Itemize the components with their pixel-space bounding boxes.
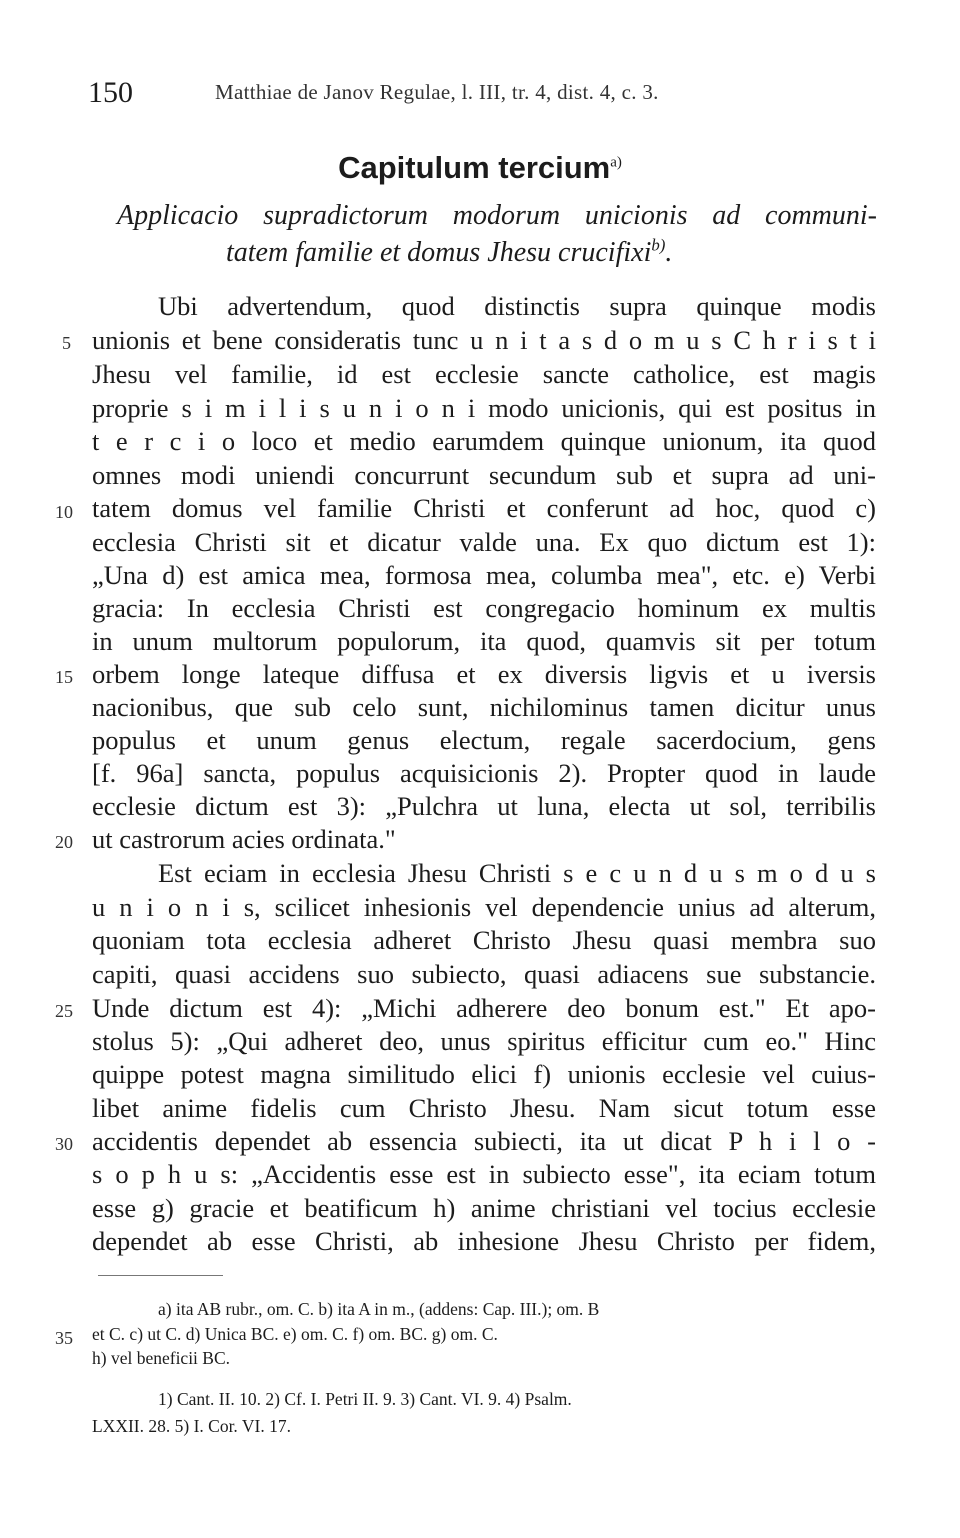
- chapter-subtitle-end: .: [665, 237, 673, 268]
- body-line: s o p h u s: „Accidentis esse est in subiecto esse", ita eciam totum: [92, 1159, 876, 1189]
- running-head: Matthiae de Janov Regulae, l. III, tr. 4, dist. 4, c. 3.: [215, 80, 659, 104]
- critical-note-line: h) vel beneficii BC.: [92, 1348, 231, 1368]
- body-line: Jhesu vel familie, id est ecclesie sancte catholice, est magis: [92, 359, 876, 389]
- chapter-title-note: a): [610, 154, 622, 171]
- chapter-subtitle-note: b): [651, 235, 666, 255]
- body-line: libet anime fidelis cum Christo Jhesu. Nam sicut totum esse: [92, 1093, 876, 1123]
- body-line: [f. 96a] sancta, populus acquisicionis 2). Propter quod in laude: [92, 758, 876, 788]
- body-line: tatem domus vel familie Christi et conferunt ad hoc, quod c): [92, 493, 876, 523]
- line-number: 15: [55, 667, 73, 687]
- body-line: Ubi advertendum, quod distinctis supra quinque modis: [158, 291, 876, 321]
- body-line: ecclesie dictum est 3): „Pulchra ut luna, electa ut sol, terribilis: [92, 791, 876, 821]
- line-number: 20: [55, 832, 73, 852]
- source-note-line: LXXII. 28. 5) I. Cor. VI. 17.: [92, 1416, 291, 1436]
- body-line: stolus 5): „Qui adheret deo, unus spiritus efficitur cum eo." Hinc: [92, 1026, 876, 1056]
- chapter-subtitle-line2: [226, 237, 886, 269]
- body-line: quippe potest magna similitudo elici f) unionis ecclesie vel cuius-: [92, 1059, 876, 1089]
- line-number: 10: [55, 502, 73, 522]
- body-line: u n i o n i s, scilicet inhesionis vel dependencie unius ad alterum,: [92, 892, 876, 922]
- body-line: in unum multorum populorum, ita quod, quamvis sit per totum: [92, 626, 876, 656]
- source-note-line: 1) Cant. II. 10. 2) Cf. I. Petri II. 9. 3) Cant. VI. 9. 4) Psalm.: [158, 1389, 572, 1409]
- body-line: ecclesia Christi sit et dicatur valde una. Ex quo dictum est 1):: [92, 527, 876, 557]
- line-number: 30: [55, 1134, 73, 1154]
- body-line: accidentis dependet ab essencia subiecti, ita ut dicat P h i l o -: [92, 1126, 876, 1156]
- line-number: 35: [55, 1328, 73, 1348]
- line-number: 5: [62, 333, 71, 353]
- chapter-subtitle-text: tatem familie et domus Jhesu crucifixi: [226, 237, 652, 268]
- body-line: gracia: In ecclesia Christi est congregacio hominum ex multis: [92, 593, 876, 623]
- body-line: omnes modi uniendi concurrunt secundum sub et supra ad uni-: [92, 460, 876, 490]
- body-line: esse g) gracie et beatificum h) anime christiani vel tocius ecclesie: [92, 1193, 876, 1223]
- footnote-rule: [98, 1275, 223, 1276]
- page-header: [88, 76, 878, 116]
- body-line: dependet ab esse Christi, ab inhesione Jhesu Christo per fidem,: [92, 1226, 876, 1256]
- body-line: orbem longe lateque diffusa et ex diversis ligvis et u iversis: [92, 659, 876, 689]
- body-line: t e r c i o loco et medio earumdem quinque unionum, ita quod: [92, 426, 876, 456]
- chapter-subtitle-line1: Applicacio supradictorum modorum unicionis ad communi-: [117, 200, 877, 231]
- critical-note-line: a) ita AB rubr., om. C. b) ita A in m., (addens: Cap. III.); om. B: [158, 1299, 600, 1319]
- page-number: 150: [88, 76, 133, 109]
- chapter-title-text: Capitulum tercium: [338, 150, 611, 185]
- body-line: nacionibus, que sub celo sunt, nichilominus tamen dicitur unus: [92, 692, 876, 722]
- body-line: capiti, quasi accidens suo subiecto, quasi adiacens sue substancie.: [92, 959, 876, 989]
- body-line: ut castrorum acies ordinata.": [92, 824, 396, 854]
- body-line: proprie s i m i l i s u n i o n i modo unicionis, qui est positus in: [92, 393, 876, 423]
- body-line: Unde dictum est 4): „Michi adherere deo bonum est." Et apo-: [92, 993, 876, 1023]
- body-line: quoniam tota ecclesia adheret Christo Jhesu quasi membra suo: [92, 925, 876, 955]
- line-number: 25: [55, 1001, 73, 1021]
- critical-note-line: et C. c) ut C. d) Unica BC. e) om. C. f) om. BC. g) om. C.: [92, 1324, 498, 1344]
- body-line: Est eciam in ecclesia Jhesu Christi s e c u n d u s m o d u s: [158, 858, 876, 888]
- body-line: unionis et bene consideratis tunc u n i t a s d o m u s C h r i s t i: [92, 325, 876, 355]
- body-line: „Una d) est amica mea, formosa mea, columba mea", etc. e) Verbi: [92, 560, 876, 590]
- body-line: populus et unum genus electum, regale sacerdocium, gens: [92, 725, 876, 755]
- chapter-title: [0, 150, 960, 186]
